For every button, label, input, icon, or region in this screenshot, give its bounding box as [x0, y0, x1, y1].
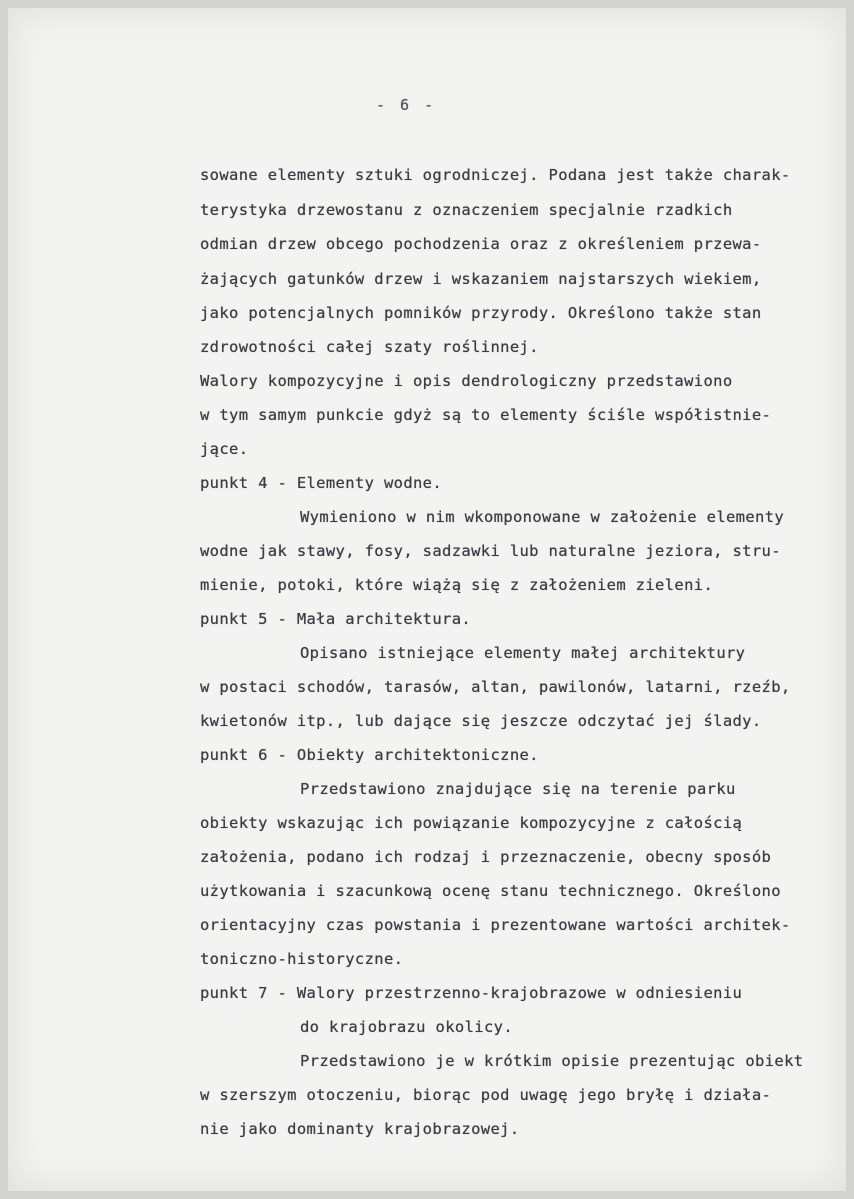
- text-line: Przedstawiono je w krótkim opisie prezentując obiekt: [300, 1052, 804, 1070]
- text-line: toniczno-historyczne.: [200, 950, 404, 968]
- section-heading: punkt 5 - Mała architektura.: [200, 610, 472, 628]
- text-line: Przedstawiono znajdujące się na terenie parku: [300, 780, 736, 798]
- section-heading: punkt 6 - Obiekty architektoniczne.: [200, 746, 539, 764]
- section-heading: punkt 4 - Elementy wodne.: [200, 474, 443, 492]
- section-heading: punkt 7 - Walory przestrzenno-krajobrazowe w odniesieniu: [200, 984, 743, 1002]
- text-line: żających gatunków drzew i wskazaniem najstarszych wiekiem,: [200, 270, 762, 288]
- text-line: w postaci schodów, tarasów, altan, pawilonów, latarni, rzeźb,: [200, 678, 791, 696]
- text-line: sowane elementy sztuki ogrodniczej. Podana jest także charak-: [200, 166, 791, 184]
- text-line: mienie, potoki, które wiążą się z założeniem zieleni.: [200, 576, 714, 594]
- text-line: terystyka drzewostanu z oznaczeniem specjalnie rzadkich: [200, 201, 733, 219]
- text-line: kwietonów itp., lub dające się jeszcze odczytać jej ślady.: [200, 712, 762, 730]
- text-line: użytkowania i szacunkową ocenę stanu technicznego. Określono: [200, 882, 781, 900]
- text-line: zdrowotności całej szaty roślinnej.: [200, 338, 539, 356]
- text-line: Wymieniono w nim wkomponowane w założenie elementy: [300, 508, 785, 526]
- section-heading-continuation: do krajobrazu okolicy.: [300, 1018, 513, 1036]
- text-line: nie jako dominanty krajobrazowej.: [200, 1120, 520, 1138]
- text-line: odmian drzew obcego pochodzenia oraz z określeniem przewa-: [200, 235, 762, 253]
- text-line: obiekty wskazując ich powiązanie kompozycyjne z całością: [200, 814, 743, 832]
- text-line: jące.: [200, 440, 249, 458]
- text-line: Walory kompozycyjne i opis dendrologiczny przedstawiono: [200, 372, 733, 390]
- document-page: [8, 8, 846, 1191]
- text-line: orientacyjny czas powstania i prezentowane wartości architek-: [200, 916, 791, 934]
- text-line: jako potencjalnych pomników przyrody. Określono także stan: [200, 304, 762, 322]
- text-line: w szerszym otoczeniu, biorąc pod uwagę jego bryłę i działa-: [200, 1086, 772, 1104]
- text-line: w tym samym punkcie gdyż są to elementy ściśle współistnie-: [200, 406, 772, 424]
- text-line: Opisano istniejące elementy małej architektury: [300, 644, 746, 662]
- text-line: założenia, podano ich rodzaj i przeznaczenie, obecny sposób: [200, 848, 772, 866]
- page-number: - 6 -: [376, 96, 437, 114]
- text-line: wodne jak stawy, fosy, sadzawki lub naturalne jeziora, stru-: [200, 542, 781, 560]
